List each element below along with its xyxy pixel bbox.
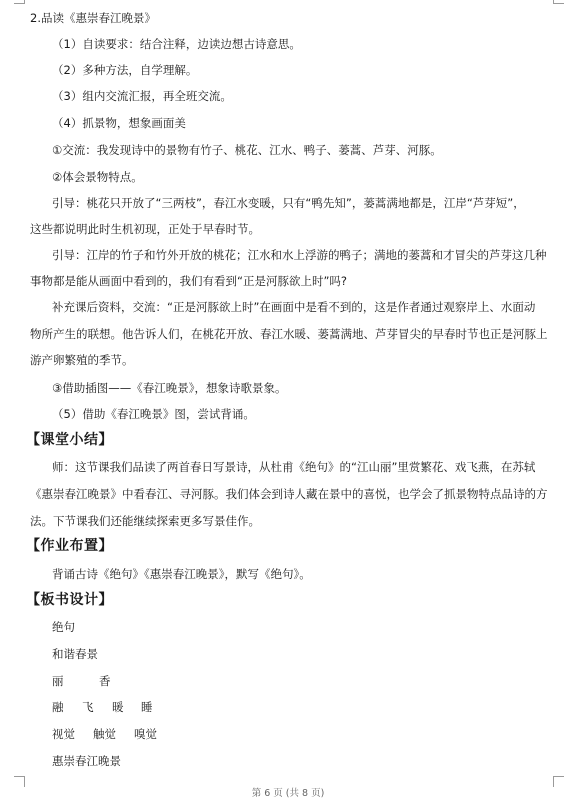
margin-mark-top-right	[553, 0, 564, 4]
supplement-line1: 补充课后资料，交流：“正是河豚欲上时”在画面中是看不到的，这是作者通过观察岸上、水面动	[52, 300, 536, 314]
section-title: 2.品读《惠崇春江晚景》	[30, 11, 156, 25]
homework-heading: 【作业布置】	[26, 538, 113, 554]
guide1-line1: 引导：桃花只开放了“三两枝”，春江水变暖，只有“鸭先知”，蒌蒿满地都是，江岸“芦芽短”，	[52, 196, 525, 210]
exchange-line: ①交流：我发现诗中的景物有竹子、桃花、江水、鸭子、蒌蒿、芦芽、河豚。	[52, 143, 442, 157]
board-sense-touch: 触觉	[93, 727, 116, 741]
board-heading: 【板书设计】	[26, 592, 113, 608]
guide1-line2: 这些都说明此时生机初现，正处于早春时节。	[30, 222, 260, 236]
board-word-xiang: 香	[99, 674, 111, 688]
page-footer: 第 6 页 (共 8 页)	[251, 788, 325, 799]
board-word-li: 丽	[52, 674, 64, 688]
step-3: （3）组内交流汇报，再全班交流。	[52, 89, 232, 103]
board-poem-title: 绝句	[52, 620, 75, 634]
step-1: （1）自读要求：结合注释，边读边想古诗意思。	[52, 37, 301, 51]
board-sense-smell: 嗅觉	[134, 727, 157, 741]
board-sense-sight: 视觉	[52, 727, 75, 741]
board-word-shui: 睡	[141, 700, 153, 714]
step-2: （2）多种方法，自学理解。	[52, 63, 198, 77]
summary-line2: 《惠崇春江晚景》中看春江、寻河豚。我们体会到诗人藏在景中的喜悦，也学会了抓景物特点品诗的方	[30, 487, 548, 501]
homework-line: 背诵古诗《绝句》《惠崇春江晚景》，默写《绝句》。	[52, 567, 311, 581]
supplement-line3: 游产卵繁殖的季节。	[30, 353, 134, 367]
feel-line: ②体会景物特点。	[52, 170, 143, 184]
board-word-nuan: 暖	[112, 700, 124, 714]
guide2-line1: 引导：江岸的竹子和竹外开放的桃花；江水和水上浮游的鸭子；满地的蒌蒿和才冒尖的芦芽这几种	[52, 248, 547, 262]
board-word-rong: 融	[52, 700, 64, 714]
guide2-line2: 事物都是能从画面中看到的，我们有看到“正是河豚欲上时”吗?	[30, 274, 348, 288]
illustration-line: ③借助插图——《春江晚景》，想象诗歌景象。	[52, 381, 287, 395]
margin-mark-top-left	[14, 0, 25, 4]
supplement-line2: 物所产生的联想。他告诉人们，在桃花开放、春江水暖、蒌蒿满地、芦芽冒尖的早春时节也正是河豚上	[30, 327, 548, 341]
step-4: （4）抓景物，想象画面美	[52, 116, 186, 130]
summary-line3: 法。下节课我们还能继续探索更多写景佳作。	[30, 514, 260, 528]
summary-line1: 师：这节课我们品读了两首春日写景诗，从杜甫《绝句》的“江山丽”里赏繁花、戏飞燕，在苏轼	[52, 460, 536, 474]
recite-line: （5）借助《春江晚景》图，尝试背诵。	[52, 407, 255, 421]
board-theme: 和谐春景	[52, 647, 98, 661]
board-poem-title-2: 惠崇春江晚景	[52, 754, 121, 768]
summary-heading: 【课堂小结】	[26, 432, 113, 448]
board-word-fei: 飞	[82, 700, 94, 714]
